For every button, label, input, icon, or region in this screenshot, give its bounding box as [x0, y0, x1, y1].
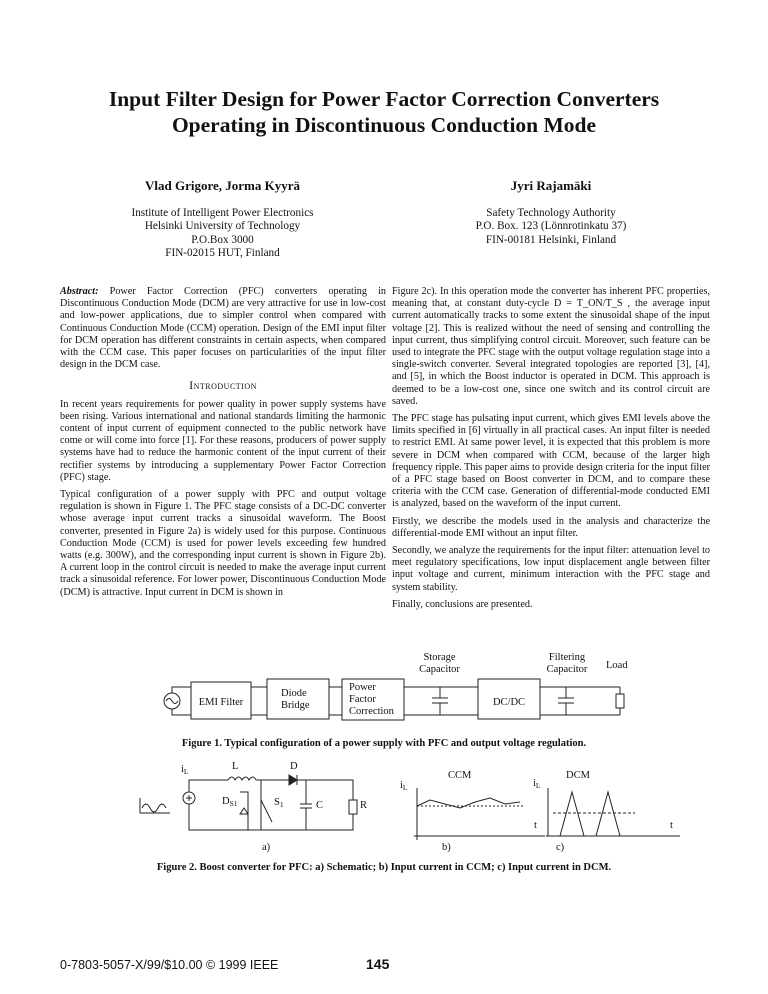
sine-glyph	[166, 699, 178, 704]
right-column	[392, 286, 710, 616]
figure-1-caption: Figure 1. Typical configuration of a power supply with PFC and output voltage regulation.	[181, 738, 587, 749]
label-iL-a: iL	[181, 764, 189, 776]
label-R: R	[360, 800, 368, 811]
label-DS1: DS1	[222, 796, 238, 808]
filtering-capacitor-symbol	[558, 687, 574, 715]
label-storage-capacitor: Storage Capacitor	[419, 652, 460, 675]
affil-line: P.O. Box. 123 (Lönnrotinkatu 37)	[475, 220, 627, 233]
figure-2-caption: Figure 2. Boost converter for PFC: a) Schematic; b) Input current in CCM; c) Input current in DCM.	[156, 862, 612, 873]
affil-line: P.O.Box 3000	[191, 233, 254, 246]
switch-symbol	[261, 800, 272, 822]
figure-2	[0, 756, 768, 860]
block-label-dcdc: DC/DC	[492, 697, 526, 708]
abstract-label: Abstract:	[60, 286, 99, 297]
load-resistor-symbol	[616, 694, 624, 708]
paragraph: Figure 2c). In this operation mode the converter has inherent PFC properties, meaning that, at constant duty-cycle D = T_ON/T_S , the average input current automatically tracks to some extent the sinusoidal shape of the input voltage [2]. This is realized without the need of sensing and controlling the input current, thus simplifying control circuit. Moreover, such feature can be used to integrate the PFC stage with the output voltage regulation stage into a single-switch converter. Several integrated topologies are reported [3], [4], and [5], in which the Boost inductor is operated in DCM. This approach is deemed to be a low-cost one, since one switch and its control circuit are saved.	[392, 286, 710, 407]
paragraph: The PFC stage has pulsating input current, which gives EMI levels above the limits specified in [6] virtually in all practical cases. An input filter is needed to restrict EMI. At same power level, it is expected that this problem is more severe in DCM when compared with CCM, because of the larger high frequency ripple. This paper aims to provide design criteria for the input filter of a PFC stage based on Boost converter in DCM, and to compare these criteria with the CCM case. Generation of differential-mode conducted EMI is analyzed, based on the waveform of the input current.	[392, 413, 710, 510]
paper-title	[0, 86, 768, 138]
label-C: C	[316, 800, 324, 811]
block-label-pfc: Power Factor Correction	[349, 682, 394, 717]
boost-schematic	[140, 775, 357, 830]
paragraph: Secondly, we analyze the requirements for the input filter: attenuation level to meet regulatory specifications, low input displacement angle between filter input voltage and current, minimum interaction with the PFC stage and system stability.	[392, 545, 710, 593]
label-filtering-capacitor: Filtering Capacitor	[546, 652, 588, 675]
page-number: 145	[366, 956, 390, 972]
label-iL-c: iL	[533, 778, 541, 790]
abstract-text: Power Factor Correction (PFC) converters operating in Discontinuous Conduction Mode (DCM) are very attractive for use in low-cost and low-power applications, due to simpler control when compared with Continuous Conduction Mode (CCM) operation. Design of the EMI input filter for DCM operation has different constraints in certain aspects, when compared with the CCM case. This paper focuses on particularities of the input filter design in the DCM case.	[60, 286, 386, 371]
title-line-2: Operating in Discontinuous Conduction Mode	[171, 113, 597, 137]
dcm-plot	[546, 788, 680, 836]
ccm-waveform	[417, 798, 520, 808]
diode-symbol	[289, 775, 297, 785]
rectified-sine-icon	[142, 804, 166, 812]
affil-line: Safety Technology Authority	[486, 207, 616, 219]
affiliation-left	[60, 207, 385, 261]
paragraph: In recent years requirements for power quality in power supply systems have been rising. Various international and national standards limiting the harmonic content of input current of equipment connected to the public network have come or will come into force [1]. For these reasons, producers of power supply systems have had to reduce the harmonic content of the input current of their rectifier systems by introducing a supplementary Power Factor Correction (PFC) stage.	[60, 398, 386, 483]
label-t-c: t	[670, 820, 673, 831]
affil-line: Helsinki University of Technology	[144, 220, 301, 233]
body-diode-symbol	[240, 792, 248, 830]
subfigure-label-a: a)	[262, 842, 271, 853]
ccm-axes	[414, 788, 545, 840]
affiliation-right	[392, 207, 710, 247]
paragraph: Firstly, we describe the models used in the analysis and characterize the differential-mode EMI without an input filter.	[392, 515, 710, 539]
ccm-plot	[414, 788, 545, 840]
subfigure-label-c: c)	[556, 842, 565, 853]
subfigure-label-b: b)	[442, 842, 451, 853]
label-t-b: t	[534, 820, 537, 831]
figure-1	[0, 652, 768, 724]
label-S1: S1	[274, 797, 284, 809]
label-D: D	[290, 761, 298, 772]
dcm-waveform	[560, 792, 620, 836]
title-line-1: Input Filter Design for Power Factor Correction Converters	[108, 87, 660, 111]
affil-line: FIN-00181 Helsinki, Finland	[485, 233, 617, 246]
copyright-footer: 0-7803-5057-X/99/$10.00 © 1999 IEEE	[60, 958, 279, 972]
inductor-symbol	[228, 777, 256, 780]
label-ccm: CCM	[448, 770, 472, 781]
label-L: L	[232, 761, 239, 772]
paragraph: Typical configuration of a power supply with PFC and output voltage regulation is shown in Figure 1. The PFC stage consists of a DC-DC converter whose average input current tracks a sinusoidal waveform. The Boost converter, presented in Figure 2a) is widely used for this purpose. Continuous Conduction Mode (CCM) is used for power levels exceeding few hundred watts (e.g. 300W), and the corresponding input current is shown in Figure 2b). A current loop in the control circuit is needed to make the average input current track a sinusoidal reference. For lower power, Discontinuous Conduction Mode (DCM) is attractive. Input current in DCM is shown in	[60, 489, 386, 598]
capacitor-symbol	[300, 780, 312, 830]
storage-capacitor-symbol	[432, 687, 448, 715]
resistor-symbol	[349, 800, 357, 814]
block-label-emi-filter: EMI Filter	[198, 697, 244, 708]
diode-bridge-block	[267, 679, 329, 719]
left-column	[60, 286, 386, 604]
label-dcm: DCM	[566, 770, 590, 781]
section-heading-introduction: Introduction	[189, 378, 257, 393]
affil-line: FIN-02015 HUT, Finland	[165, 247, 280, 260]
label-iL-b: iL	[400, 780, 408, 792]
abstract	[60, 286, 386, 371]
authors-left: Vlad Grigore, Jorma Kyyrä	[144, 178, 300, 193]
block-label-diode-bridge: Diode Bridge	[281, 688, 310, 711]
authors-right: Jyri Rajamäki	[510, 178, 592, 193]
affil-line: Institute of Intelligent Power Electronics	[131, 207, 314, 219]
label-load: Load	[606, 660, 628, 671]
paragraph: Finally, conclusions are presented.	[392, 598, 533, 610]
